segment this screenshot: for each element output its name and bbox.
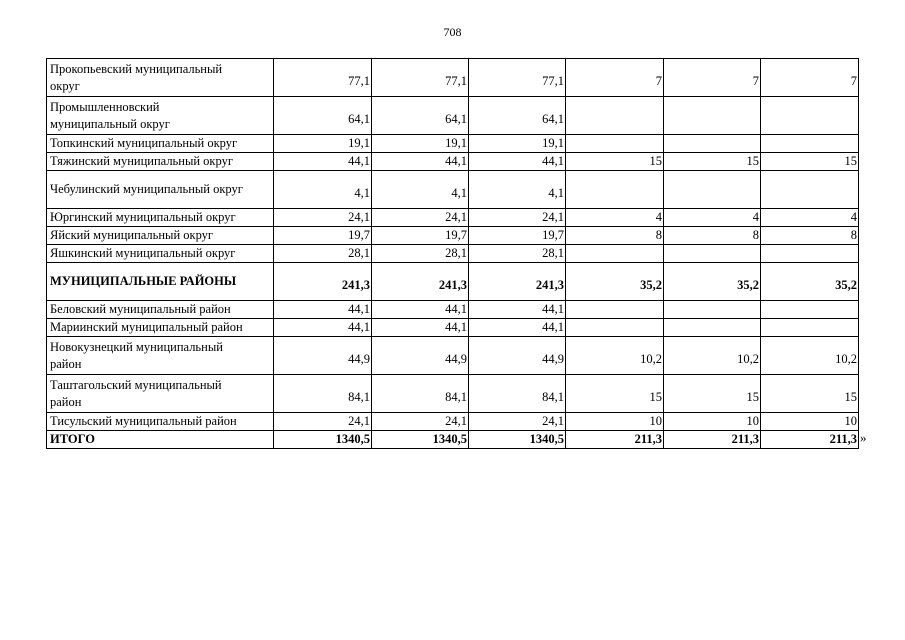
row-name-line: район — [50, 356, 82, 371]
table-summary-row — [47, 431, 859, 449]
row-name-cell — [47, 209, 274, 227]
row-name-cell — [47, 97, 274, 135]
value-cell: 4,1 — [274, 171, 372, 209]
value-cell: 44,1 — [469, 301, 566, 319]
value-cell: 10,2 — [664, 337, 761, 375]
table-row — [47, 337, 859, 375]
row-name-cell — [47, 135, 274, 153]
value-cell: 24,1 — [372, 209, 469, 227]
value-cell: 10 — [566, 413, 664, 431]
value-cell: 64,1 — [469, 97, 566, 135]
value-cell: 77,1 — [372, 59, 469, 97]
value-cell: 44,9 — [372, 337, 469, 375]
table-row — [47, 209, 859, 227]
table-row — [47, 301, 859, 319]
value-cell — [566, 319, 664, 337]
table-row — [47, 413, 859, 431]
value-cell — [761, 135, 859, 153]
value-cell — [664, 97, 761, 135]
row-name-line: Беловский муниципальный район — [50, 302, 231, 316]
table-body — [47, 59, 859, 449]
value-cell: 4,1 — [372, 171, 469, 209]
value-cell — [761, 245, 859, 263]
value-cell — [566, 245, 664, 263]
value-cell: 4 — [664, 209, 761, 227]
value-cell: 10 — [664, 413, 761, 431]
value-cell: 15 — [566, 375, 664, 413]
value-cell: 77,1 — [274, 59, 372, 97]
value-cell: 44,1 — [274, 319, 372, 337]
row-name-line: Яшкинский муниципальный округ — [50, 246, 236, 260]
value-cell: 4 — [566, 209, 664, 227]
closing-quote-mark: » — [860, 430, 867, 445]
value-cell: 44,1 — [469, 153, 566, 171]
row-name-cell — [47, 431, 274, 449]
table-row — [47, 319, 859, 337]
budget-table — [46, 58, 859, 449]
value-cell: 4 — [761, 209, 859, 227]
table-row — [47, 59, 859, 97]
row-name-cell — [47, 171, 274, 209]
row-name-cell — [47, 375, 274, 413]
value-cell — [664, 135, 761, 153]
value-cell: 19,1 — [274, 135, 372, 153]
table-row — [47, 97, 859, 135]
value-cell: 241,3 — [372, 263, 469, 301]
value-cell — [761, 319, 859, 337]
value-cell: 15 — [761, 153, 859, 171]
value-cell: 24,1 — [274, 209, 372, 227]
value-cell — [664, 171, 761, 209]
value-cell: 64,1 — [372, 97, 469, 135]
value-cell: 64,1 — [274, 97, 372, 135]
row-name-line: Тисульский муниципальный район — [50, 414, 237, 428]
value-cell: 8 — [761, 227, 859, 245]
value-cell: 24,1 — [274, 413, 372, 431]
value-cell: 19,1 — [469, 135, 566, 153]
row-name-line: Мариинский муниципальный район — [50, 320, 243, 334]
row-name-line: Прокопьевский муниципальный — [50, 61, 223, 76]
value-cell: 10 — [761, 413, 859, 431]
row-name-cell — [47, 301, 274, 319]
value-cell: 241,3 — [469, 263, 566, 301]
row-name-cell — [47, 413, 274, 431]
value-cell: 19,7 — [372, 227, 469, 245]
row-name-line: муниципальный округ — [50, 116, 170, 131]
row-name-cell — [47, 59, 274, 97]
value-cell — [566, 135, 664, 153]
value-cell: 84,1 — [372, 375, 469, 413]
value-cell — [566, 97, 664, 135]
value-cell: 44,1 — [372, 301, 469, 319]
table-summary-row — [47, 263, 859, 301]
value-cell: 7 — [566, 59, 664, 97]
row-name-line: округ — [50, 78, 80, 93]
value-cell: 35,2 — [761, 263, 859, 301]
page-number: 708 — [443, 25, 462, 39]
value-cell: 28,1 — [372, 245, 469, 263]
value-cell: 15 — [761, 375, 859, 413]
row-name-cell — [47, 227, 274, 245]
value-cell: 1340,5 — [469, 431, 566, 449]
value-cell — [566, 171, 664, 209]
value-cell: 35,2 — [664, 263, 761, 301]
row-name-line: Яйский муниципальный округ — [50, 228, 214, 242]
row-name-line: Тяжинский муниципальный округ — [50, 154, 233, 168]
value-cell: 15 — [664, 153, 761, 171]
value-cell: 44,1 — [274, 301, 372, 319]
table-row — [47, 153, 859, 171]
value-cell: 28,1 — [274, 245, 372, 263]
value-cell: 44,9 — [274, 337, 372, 375]
value-cell: 211,3 — [566, 431, 664, 449]
value-cell — [761, 301, 859, 319]
value-cell — [664, 245, 761, 263]
value-cell: 1340,5 — [274, 431, 372, 449]
table-row — [47, 227, 859, 245]
value-cell: 211,3 — [761, 431, 859, 449]
row-name-line: район — [50, 394, 82, 409]
row-name-line: Чебулинский муниципальный округ — [50, 182, 243, 196]
value-cell: 19,7 — [274, 227, 372, 245]
value-cell: 24,1 — [469, 209, 566, 227]
value-cell: 8 — [566, 227, 664, 245]
row-name-line: Юргинский муниципальный округ — [50, 210, 236, 224]
value-cell — [761, 97, 859, 135]
value-cell: 8 — [664, 227, 761, 245]
value-cell: 7 — [664, 59, 761, 97]
row-name-line: Таштагольский муниципальный — [50, 377, 222, 392]
row-name-line: ИТОГО — [50, 432, 95, 446]
value-cell: 7 — [761, 59, 859, 97]
row-name-line: Топкинский муниципальный округ — [50, 136, 238, 150]
value-cell: 44,1 — [274, 153, 372, 171]
value-cell — [566, 301, 664, 319]
row-name-cell — [47, 319, 274, 337]
value-cell: 10,2 — [566, 337, 664, 375]
value-cell: 84,1 — [274, 375, 372, 413]
value-cell: 35,2 — [566, 263, 664, 301]
value-cell: 44,1 — [469, 319, 566, 337]
value-cell: 44,9 — [469, 337, 566, 375]
row-name-cell — [47, 263, 274, 301]
value-cell: 10,2 — [761, 337, 859, 375]
value-cell: 15 — [664, 375, 761, 413]
value-cell: 84,1 — [469, 375, 566, 413]
row-name-cell — [47, 245, 274, 263]
row-name-cell — [47, 337, 274, 375]
table-row — [47, 135, 859, 153]
value-cell: 24,1 — [372, 413, 469, 431]
value-cell: 24,1 — [469, 413, 566, 431]
table-row — [47, 245, 859, 263]
value-cell: 1340,5 — [372, 431, 469, 449]
value-cell — [664, 319, 761, 337]
value-cell — [664, 301, 761, 319]
value-cell: 44,1 — [372, 153, 469, 171]
value-cell: 28,1 — [469, 245, 566, 263]
value-cell: 241,3 — [274, 263, 372, 301]
value-cell: 211,3 — [664, 431, 761, 449]
value-cell: 77,1 — [469, 59, 566, 97]
value-cell: 4,1 — [469, 171, 566, 209]
value-cell: 15 — [566, 153, 664, 171]
row-name-line: Новокузнецкий муниципальный — [50, 339, 223, 354]
value-cell: 19,1 — [372, 135, 469, 153]
table-row — [47, 171, 859, 209]
value-cell — [761, 171, 859, 209]
row-name-line: МУНИЦИПАЛЬНЫЕ РАЙОНЫ — [50, 274, 237, 288]
value-cell: 44,1 — [372, 319, 469, 337]
table-row — [47, 375, 859, 413]
row-name-line: Промышленновский — [50, 99, 160, 114]
row-name-cell — [47, 153, 274, 171]
value-cell: 19,7 — [469, 227, 566, 245]
